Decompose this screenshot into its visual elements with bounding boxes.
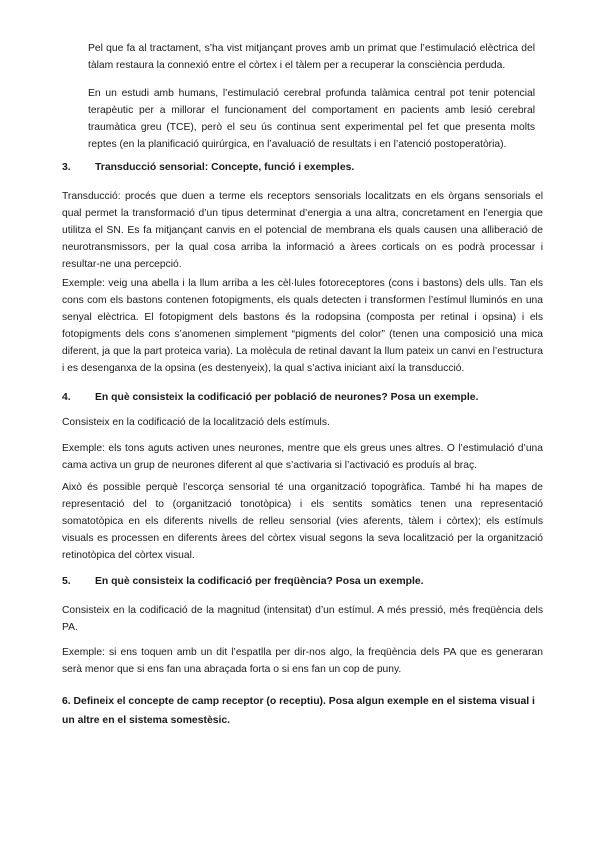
paragraph-treatment-primate: Pel que fa al tractament, s’ha vist mitjançant proves amb un primat que l’estimulació elèctrica del tàlam restaura la connexió entre el còrtex i el tàlem per a recuperar la consciència perduda.: [88, 43, 535, 71]
paragraph-population-coding-definition: Consisteix en la codificació de la localització dels estímuls.: [62, 417, 330, 428]
paragraph-transduction-definition: Transducció: procés que duen a terme els receptors sensorials localitzats en els òrgans sensorials el qual permet la transformació d’un tipus determinat d’energia a una altra, concretament en l’energia que utilitza el SN. Es fa mitjançant canvis en el potencial de membrana els quals causen una alliberació de neurotransmissors, per la qual cosa arriba la informació a àrees corticals on es podrà processar i resultar-ne una percepció.: [62, 191, 543, 270]
heading-section-3: [62, 160, 542, 176]
paragraph-topographic-organization: Això és possible perquè l’escorça sensorial té una organització topogràfica. També hi ha mapes de representació del to (organització tonotòpica) i els sentits somàtics tenen una representació somatotòpica en els diferents nivells de relleu sensorial (vies aferents, tàlem i còrtex); els estímuls visuals es processen en diferents àrees del còrtex visual segons la seva localització per la organització retinotòpica del còrtex visual.: [62, 482, 543, 561]
heading-section-4: [62, 390, 542, 406]
heading-number: 5.: [62, 576, 71, 587]
heading-text: En què consisteix la codificació per freqüència? Posa un exemple.: [95, 576, 424, 587]
heading-text: En què consisteix la codificació per població de neurones? Posa un exemple.: [95, 392, 479, 403]
heading-number: 3.: [62, 162, 71, 173]
paragraph-frequency-coding-definition: Consisteix en la codificació de la magnitud (intensitat) d’un estímul. A més pressió, més freqüència dels PA.: [62, 605, 543, 633]
heading-section-6: 6. Defineix el concepte de camp receptor (o receptiu). Posa algun exemple en el sistema visual i un altre en el sistema somestèsic.: [62, 696, 535, 726]
paragraph-population-coding-example: Exemple: els tons aguts activen unes neurones, mentre que els greus unes altres. O l’estimulació d’una cama activa un grup de neurones diferent al que s’activaria si l’activació es produís al braç.: [62, 443, 543, 471]
paragraph-treatment-humans: En un estudi amb humans, l’estimulació cerebral profunda talàmica central pot tenir potencial terapèutic per a millorar el funcionament del comportament en pacients amb lesió cerebral traumàtica greu (TCE), però el seu ús continua sent experimental pel fet que presenta molts reptes (en la planificació quirúrgica, en l’avaluació de resultats i en l’atenció postoperatòria).: [88, 88, 535, 150]
heading-section-5: [62, 574, 542, 590]
heading-number: 4.: [62, 392, 71, 403]
paragraph-transduction-example: Exemple: veig una abella i la llum arriba a les cèl·lules fotoreceptores (cons i bastons) dels ulls. Tan els cons com els bastons contenen fotopigments, els quals detecten i transformen l’estímul lluminós en una senyal elèctrica. El fotopigment dels bastons és la rodopsina (composta per retinal i opsina) i els fotopigments dels cons s’anomenen simplement “pigments del color” (tenen una composició una mica diferent, ja que la part proteica varia). La molècula de retinal davant la llum pateix un canvi en l’estructura i es desenganxa de la opsina (es destenyeix), la qual s’activa iniciant així la transducció.: [62, 278, 543, 374]
paragraph-frequency-coding-example: Exemple: si ens toquen amb un dit l’espatlla per dir-nos algo, la freqüència dels PA que es generaran serà menor que si ens fan una abraçada forta o si ens fan un cop de puny.: [62, 647, 543, 675]
heading-text: Transducció sensorial: Concepte, funció i exemples.: [95, 162, 355, 173]
